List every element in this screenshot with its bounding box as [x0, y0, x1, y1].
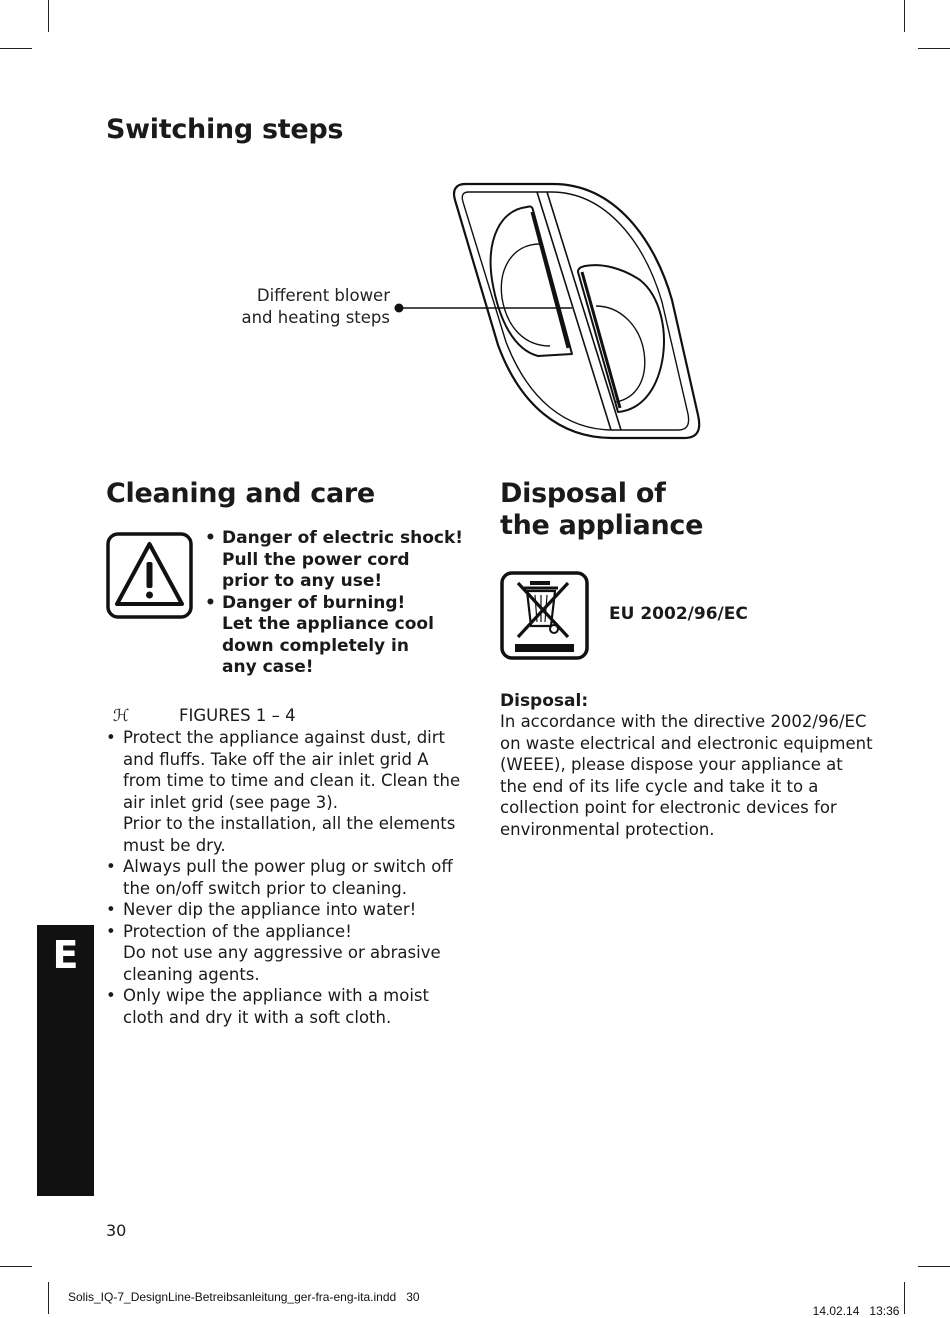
switch-illustration	[390, 180, 710, 445]
crop-mark	[0, 1266, 32, 1267]
crop-mark	[0, 48, 32, 49]
warning-icon	[106, 532, 193, 619]
list-item: • Protect the appliance against dust, dirt and fluffs. Take off the air inlet grid A from time to time and clean it. Clean the air inlet grid (see page 3). Prior to the installation, all the elements must be dry.	[106, 727, 466, 856]
warning-item: • Danger of burning! Let the appliance cool down completely in any case!	[205, 593, 465, 679]
switch-label-line: Different blower	[256, 286, 390, 305]
list-item: • Always pull the power plug or switch off the on/off switch prior to cleaning.	[106, 856, 466, 899]
switch-divider	[537, 192, 611, 430]
disposal-heading: Disposal of the appliance	[500, 478, 704, 541]
directive-label: EU 2002/96/EC	[609, 604, 748, 624]
cleaning-list	[106, 727, 466, 1028]
list-item: • Only wipe the appliance with a moist cloth and dry it with a soft cloth.	[106, 985, 466, 1028]
disposal-subheading: Disposal:	[500, 691, 589, 711]
crop-mark	[48, 0, 49, 32]
warning-list	[205, 528, 465, 679]
page-number: 30	[106, 1221, 127, 1240]
callout-dot	[395, 304, 404, 313]
language-tab-letter: E	[52, 933, 79, 977]
figures-label: FIGURES 1 – 4	[179, 706, 296, 725]
footer-filename: Solis_IQ-7_DesignLine-Betreibsanleitung_ger-fra-eng-ita.indd 30	[68, 1290, 420, 1304]
crop-mark	[904, 1282, 905, 1314]
list-item: • Never dip the appliance into water!	[106, 899, 466, 921]
footer-date: 14.02.14	[812, 1304, 860, 1318]
switching-steps-heading: Switching steps	[106, 114, 344, 145]
switch-housing-inner	[462, 192, 688, 430]
crop-mark	[918, 48, 950, 49]
switch-label	[200, 285, 390, 329]
disposal-text: In accordance with the directive 2002/96/EC on waste electrical and electronic equipment (WEEE), please dispose your appliance at the end of its life cycle and take it to a collection point for electronic devices for environmental protection.	[500, 712, 873, 839]
rocker-right-face	[596, 306, 645, 402]
figures-reference	[113, 705, 443, 727]
switch-label-line: and heating steps	[241, 308, 390, 327]
rocker-right	[578, 265, 664, 412]
list-item: • Protection of the appliance! Do not use any aggressive or abrasive cleaning agents.	[106, 921, 466, 986]
switch-housing-outer	[454, 184, 699, 438]
warning-item: • Danger of electric shock! Pull the power cord prior to any use!	[205, 528, 465, 593]
rocker-right-shadow	[582, 272, 620, 408]
footer-time: 13:36	[869, 1304, 900, 1318]
crop-mark	[904, 0, 905, 32]
language-tab	[37, 925, 94, 1196]
figure-symbol: ℋ	[113, 706, 130, 725]
crop-mark	[918, 1266, 950, 1267]
cleaning-heading: Cleaning and care	[106, 478, 375, 509]
crop-mark	[48, 1282, 49, 1314]
weee-bin-icon	[500, 571, 589, 660]
